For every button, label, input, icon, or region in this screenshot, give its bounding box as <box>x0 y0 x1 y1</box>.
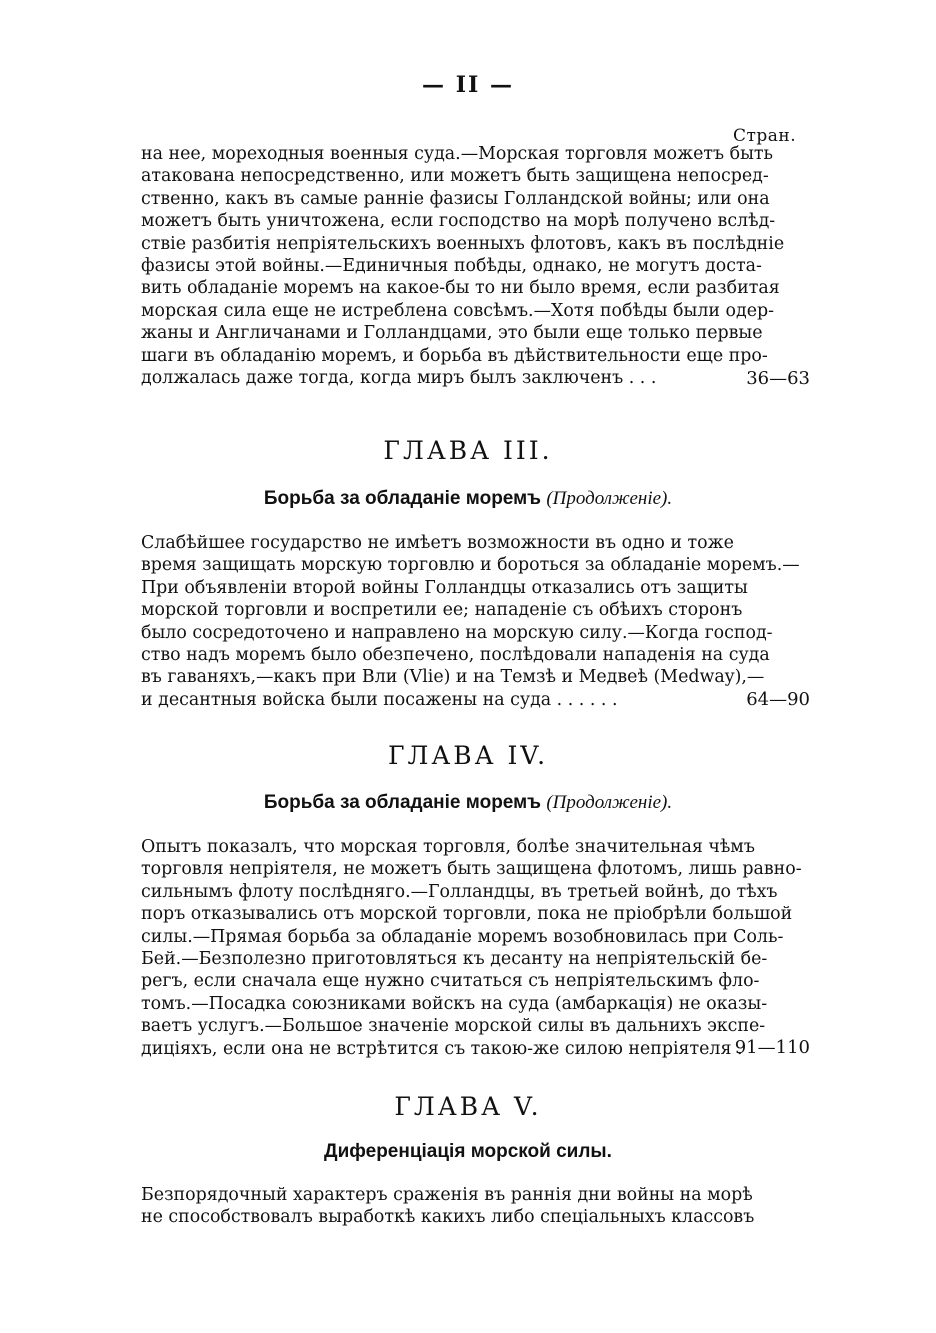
text-line: регъ, если сначала еще нужно считаться съ непріятельскимъ фло- <box>141 971 760 992</box>
subtitle-text: Борьба за обладаніе моремъ <box>263 792 542 813</box>
subtitle-text: Диференціація морской силы <box>324 1141 607 1162</box>
pages-column-label: Стран. <box>733 126 797 146</box>
text-line: время защищать морскую торговлю и бороться за обладаніе моремъ.— <box>141 555 800 576</box>
chapter-heading: ГЛАВА III. <box>383 436 553 465</box>
text-line: поръ отказывались отъ морской торговли, пока не пріобрѣли большой <box>141 904 793 925</box>
text-line: можетъ быть уничтожена, если господство на морѣ получено вслѣд- <box>141 211 776 232</box>
chapter-subtitle <box>0 1141 936 1163</box>
subtitle-text: Борьба за обладаніе моремъ <box>263 488 542 509</box>
text-line: въ гаваняхъ,—какъ при Вли (Vlie) и на Темзѣ и Медвеѣ (Medway),— <box>141 667 765 688</box>
text-line: томъ.—Посадка союзниками войскъ на суда (амбаркація) не оказы- <box>141 993 768 1014</box>
text-line: сильнымъ флоту послѣдняго.—Голландцы, въ третьей войнѣ, до тѣхъ <box>141 881 778 902</box>
text-line: морской торговли и воспретили ее; нападеніе съ обѣихъ сторонъ <box>141 600 743 621</box>
text-line: силы.—Прямая борьба за обладаніе моремъ возобновилась при Соль- <box>141 926 784 947</box>
text-line: ство надъ моремъ было обезпечено, послѣдовали нападенія на суда <box>141 645 770 666</box>
text-line: на нее, мореходныя военныя суда.—Морская торговля можетъ быть <box>141 144 774 164</box>
text-line: фазисы этой войны.—Единичныя побѣды, однако, не могутъ доста- <box>141 256 762 277</box>
text-line: должалась даже тогда, когда миръ былъ заключенъ . . . <box>141 368 657 389</box>
subtitle-note: . <box>606 1141 612 1162</box>
chapter-heading: ГЛАВА IV. <box>387 741 549 770</box>
subtitle-note: (Продолженіе). <box>546 488 673 509</box>
subtitle-note: (Продолженіе). <box>546 792 673 813</box>
text-line: шаги въ обладанію моремъ, и борьба въ дѣйствительности еще про- <box>141 345 768 366</box>
text-line: Бей.—Безполезно приготовляться къ десанту на непріятельскій бе- <box>141 949 768 970</box>
text-line: Слабѣйшее государство не имѣетъ возможности въ одно и тоже <box>141 533 734 553</box>
chapter-subtitle <box>0 792 936 814</box>
text-line: ваетъ услугъ.—Большое значеніе морской силы въ дальнихъ экспе- <box>141 1016 766 1037</box>
text-line: Безпорядочный характеръ сраженія въ раннія дни войны на морѣ <box>141 1185 753 1205</box>
page-numeral: — II — <box>422 72 514 98</box>
chapter-subtitle <box>0 488 936 510</box>
text-line: и десантныя войска были посажены на суда . . . . . . <box>141 689 618 710</box>
page-range: 64—90 <box>746 689 810 710</box>
text-line: вить обладаніе моремъ на какое-бы то ни было время, если разбитая <box>141 278 780 299</box>
text-line: ственно, какъ въ самые ранніе фазисы Голландской войны; или она <box>141 188 770 209</box>
text-line: При объявленіи второй войны Голландцы отказались отъ защиты <box>141 577 748 598</box>
summary-paragraph <box>141 1184 755 1229</box>
text-line: атакована непосредственно, или можетъ быть защищена непосред- <box>141 166 769 187</box>
text-line: было сосредоточено и направлено на морскую силу.—Когда господ- <box>141 622 773 643</box>
text-line: торговля непріятеля, не можетъ быть защищена флотомъ, лишь равно- <box>141 859 802 880</box>
text-line: морская сила еще не истреблена совсѣмъ.—Хотя побѣды были одер- <box>141 300 775 321</box>
page-range: 91—110 <box>734 1037 810 1058</box>
text-line: жаны и Англичанами и Голландцами, это были еще только первые <box>141 323 763 344</box>
text-line: ствіе разбитія непріятельскихъ военныхъ флотовъ, какъ въ послѣдніе <box>141 233 785 254</box>
text-line: диціяхъ, если она не встрѣтится съ такою-же силою непріятеля . <box>141 1038 743 1059</box>
page-range: 36—63 <box>746 368 810 389</box>
text-line: не способствовалъ выработкѣ какихъ либо спеціальныхъ классовъ <box>141 1207 755 1228</box>
chapter-heading: ГЛАВА V. <box>394 1092 542 1121</box>
text-line: Опытъ показалъ, что морская торговля, болѣе значительная чѣмъ <box>141 837 755 857</box>
